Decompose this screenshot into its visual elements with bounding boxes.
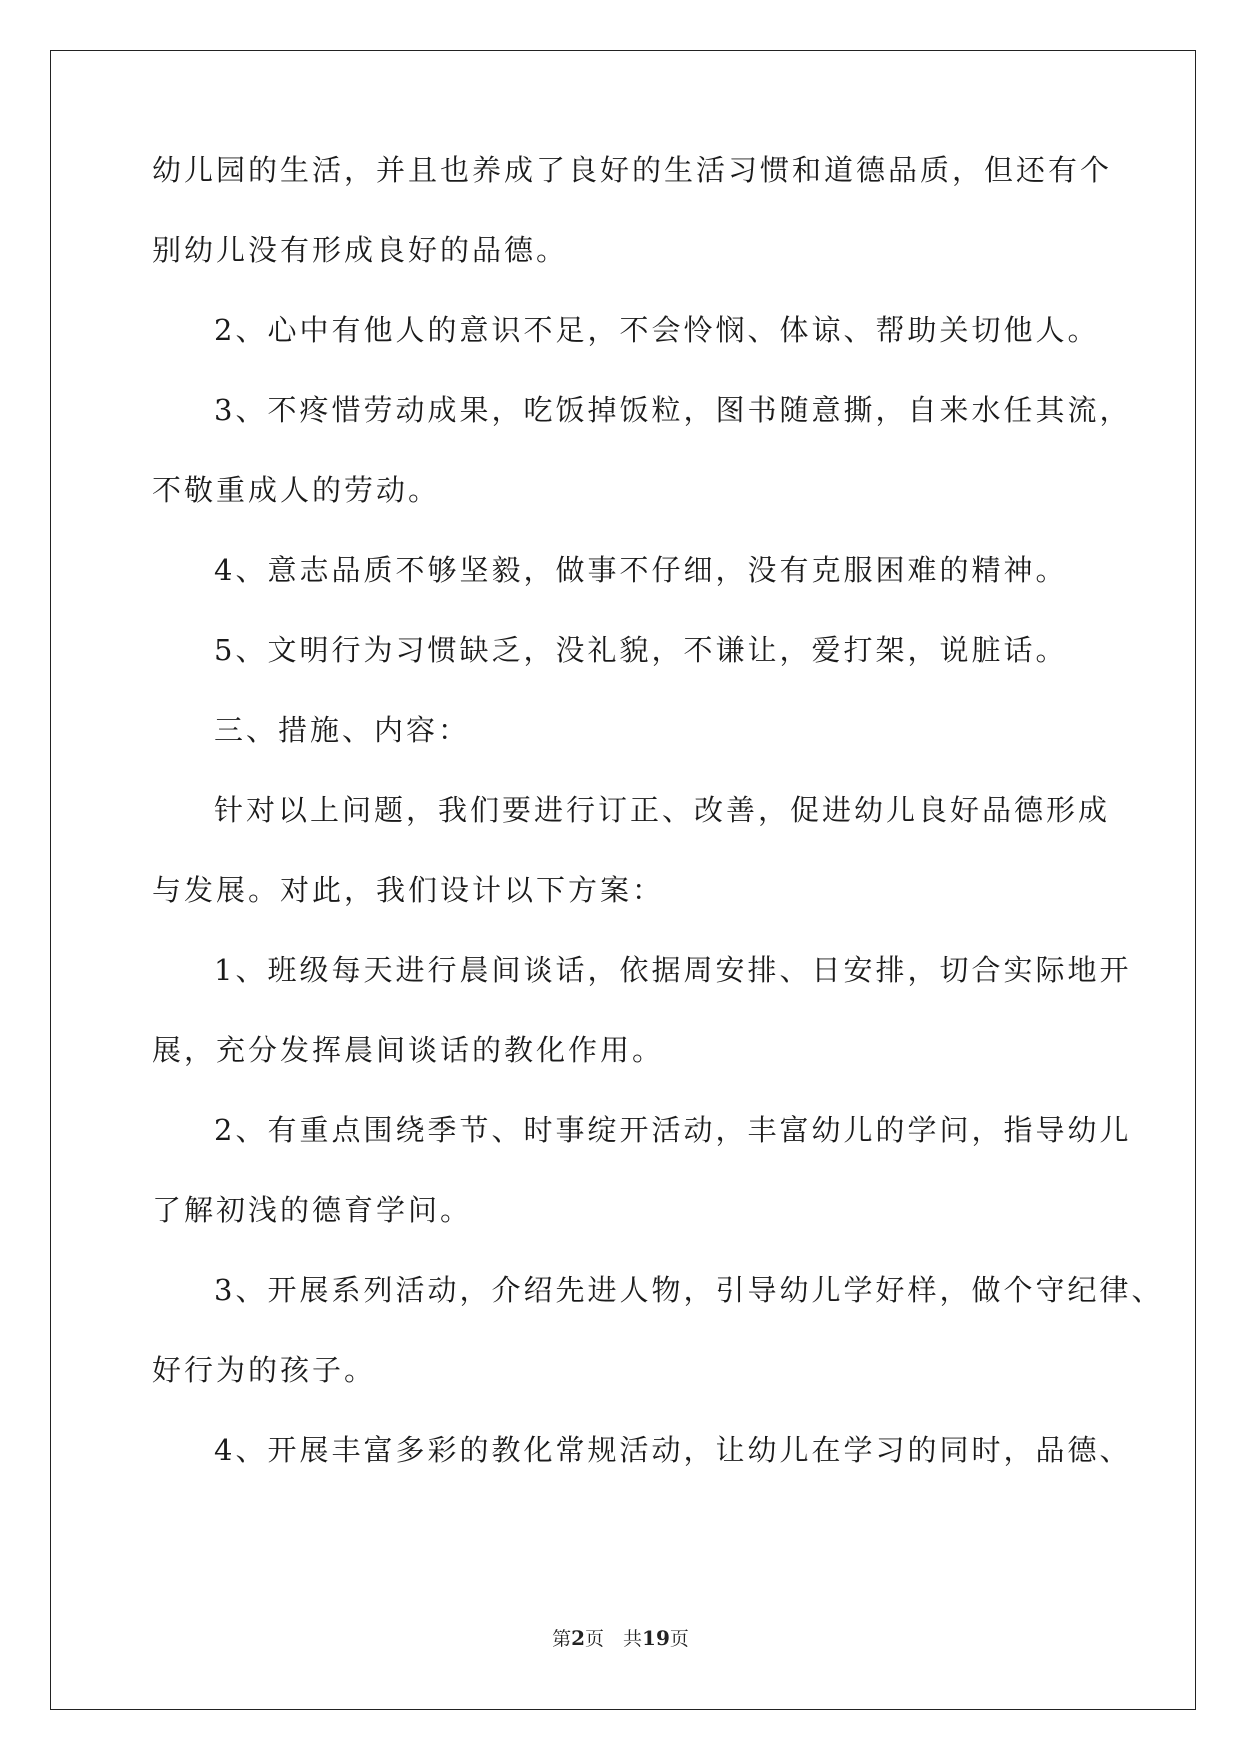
text-line: 3、不疼惜劳动成果，吃饭掉饭粒，图书随意撕，自来水任其流， <box>214 393 1132 427</box>
text-line: 好行为的孩子。 <box>152 1353 377 1387</box>
text-line: 幼儿园的生活，并且也养成了良好的生活习惯和道德品质，但还有个 <box>152 153 1113 187</box>
text-line: 与发展。对此，我们设计以下方案： <box>152 873 665 907</box>
section-heading: 三、措施、内容： <box>214 713 471 747</box>
text-line: 别幼儿没有形成良好的品德。 <box>152 233 569 267</box>
text-line: 展，充分发挥晨间谈话的教化作用。 <box>152 1033 665 1067</box>
text-line: 1、班级每天进行晨间谈话，依据周安排、日安排，切合实际地开 <box>214 953 1132 987</box>
footer-prefix: 第 <box>552 1628 572 1650</box>
text-line: 4、开展丰富多彩的教化常规活动，让幼儿在学习的同时，品德、 <box>214 1433 1132 1467</box>
text-line: 2、有重点围绕季节、时事绽开活动，丰富幼儿的学问，指导幼儿 <box>214 1113 1132 1147</box>
text-line: 3、开展系列活动，介绍先进人物，引导幼儿学好样，做个守纪律、 <box>214 1273 1164 1307</box>
text-line: 5、文明行为习惯缺乏，没礼貌，不谦让，爱打架，说脏话。 <box>214 633 1068 667</box>
text-line: 针对以上问题，我们要进行订正、改善，促进幼儿良好品德形成 <box>214 793 1111 827</box>
text-line: 4、意志品质不够坚毅，做事不仔细，没有克服困难的精神。 <box>214 553 1068 587</box>
footer-mid: 页 共 <box>585 1628 643 1650</box>
page-footer <box>0 1624 1241 1651</box>
text-line: 2、心中有他人的意识不足，不会怜悯、体谅、帮助关切他人。 <box>214 313 1100 347</box>
text-line: 了解初浅的德育学问。 <box>152 1193 473 1227</box>
footer-suffix: 页 <box>669 1628 689 1650</box>
total-page-count: 19 <box>642 1626 670 1650</box>
current-page-number: 2 <box>571 1626 586 1650</box>
text-line: 不敬重成人的劳动。 <box>152 473 441 507</box>
